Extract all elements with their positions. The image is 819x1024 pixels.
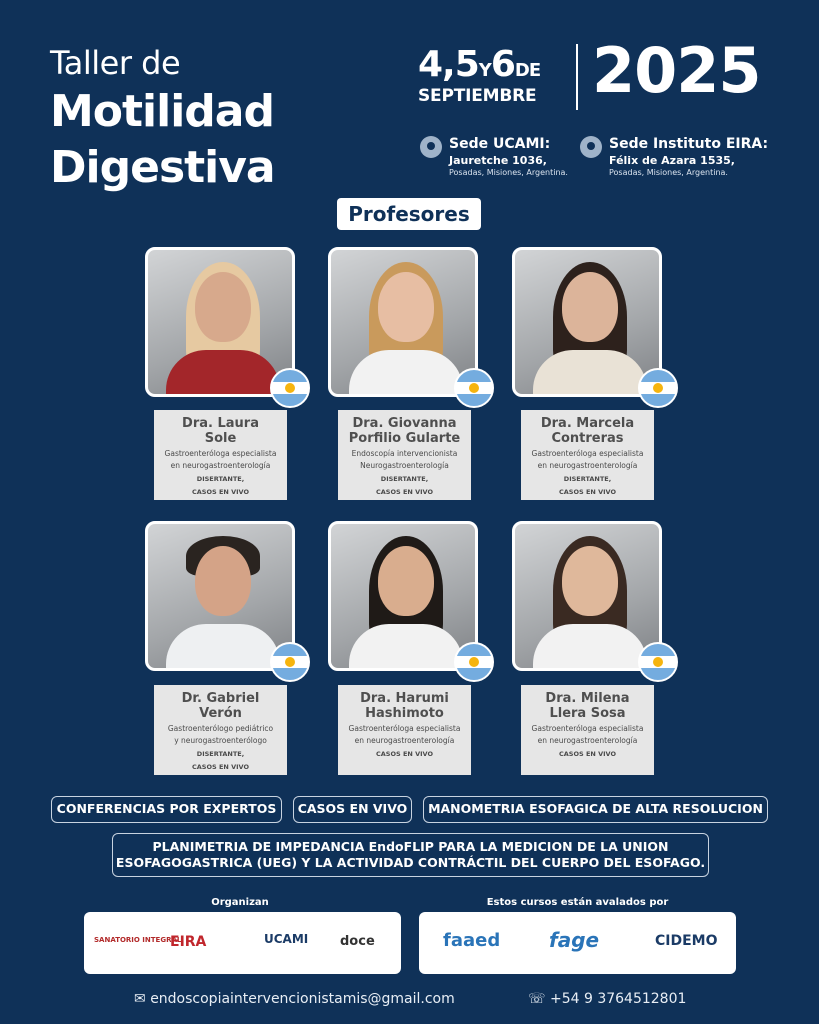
- phone-contact[interactable]: ☏ +54 9 3764512801: [528, 991, 687, 1007]
- location-2-title: Sede Instituto EIRA:: [609, 136, 769, 152]
- professor-card: Dra. Laura Sole Gastroenteróloga especialista en neurogastroenterología DISERTANTE, CASOS EN VIVO: [154, 410, 287, 500]
- faaed-logo: faaed: [443, 930, 501, 951]
- location-1-street: Jauretche 1036,: [449, 154, 547, 167]
- argentina-flag-icon: [270, 642, 310, 682]
- topic-pill-long: PLANIMETRIA DE IMPEDANCIA EndoFLIP PARA LA MEDICION DE LA UNION ESOFAGOGASTRICA (UEG) Y LA ACTIVIDAD CONTRÁCTIL DEL CUERPO DEL ESOFAGO.: [112, 833, 709, 877]
- professor-card: Dra. Harumi Hashimoto Gastroenteróloga especialista en neurogastroenterología CASOS EN VIVO: [338, 685, 471, 775]
- professor-card: Dra. Giovanna Porfilio Gularte Endoscopía intervencionista Neurogastroenterología DISERTANTE, CASOS EN VIVO: [338, 410, 471, 500]
- location-1-title: Sede UCAMI:: [449, 136, 551, 152]
- organizers-label: Organizan: [211, 897, 269, 908]
- title-line-2: Motilidad: [50, 86, 274, 137]
- topic-pill: CASOS EN VIVO: [293, 796, 412, 823]
- professor-card: Dra. Milena Llera Sosa Gastroenteróloga especialista en neurogastroenterología CASOS EN VIVO: [521, 685, 654, 775]
- title-line-1: Taller de: [50, 44, 181, 82]
- organizers-logos: [84, 912, 401, 974]
- location-2-city: Posadas, Misiones, Argentina.: [609, 168, 728, 177]
- professor-photo: [512, 521, 662, 671]
- fage-logo: fage: [549, 928, 600, 952]
- eira-logo: EIRA: [170, 934, 207, 950]
- topic-pill: MANOMETRIA ESOFAGICA DE ALTA RESOLUCION: [423, 796, 768, 823]
- location-1-city: Posadas, Misiones, Argentina.: [449, 168, 568, 177]
- location-2-street: Félix de Azara 1535,: [609, 154, 735, 167]
- argentina-flag-icon: [638, 642, 678, 682]
- endorsers-label: Estos cursos están avalados por: [486, 897, 669, 908]
- professor-card: Dra. Marcela Contreras Gastroenteróloga especialista en neurogastroenterología DISERTANTE, CASOS EN VIVO: [521, 410, 654, 500]
- ucami-logo: UCAMI: [264, 932, 309, 946]
- professor-photo: [512, 247, 662, 397]
- argentina-flag-icon: [454, 368, 494, 408]
- event-days: 4,5Y6DE: [418, 44, 541, 85]
- argentina-flag-icon: [454, 642, 494, 682]
- mail-icon: ✉: [134, 991, 146, 1007]
- cidemo-logo: CIDEMO: [655, 933, 718, 949]
- endorsers-logos: [419, 912, 736, 974]
- argentina-flag-icon: [638, 368, 678, 408]
- location-pin-icon: [580, 136, 602, 158]
- whatsapp-icon: ☏: [528, 991, 546, 1007]
- event-year: 2025: [592, 34, 761, 107]
- location-pin-icon: [420, 136, 442, 158]
- email-contact[interactable]: ✉ endoscopiaintervencionistamis@gmail.com: [134, 991, 455, 1007]
- professor-card: Dr. Gabriel Verón Gastroenterólogo pediátrico y neurogastroenterólogo DISERTANTE, CASOS EN VIVO: [154, 685, 287, 775]
- professor-photo: [145, 247, 295, 397]
- event-month: SEPTIEMBRE: [418, 86, 537, 106]
- title-line-3: Digestiva: [50, 142, 275, 193]
- professor-photo: [328, 247, 478, 397]
- doce-logo: doce: [340, 934, 375, 949]
- section-title: Profesores: [337, 198, 481, 230]
- sanatorio-logo: SANATORIO INTEGRAL: [94, 936, 182, 944]
- professor-photo: [145, 521, 295, 671]
- date-divider: [576, 44, 578, 110]
- topic-pill: CONFERENCIAS POR EXPERTOS: [51, 796, 282, 823]
- argentina-flag-icon: [270, 368, 310, 408]
- professor-photo: [328, 521, 478, 671]
